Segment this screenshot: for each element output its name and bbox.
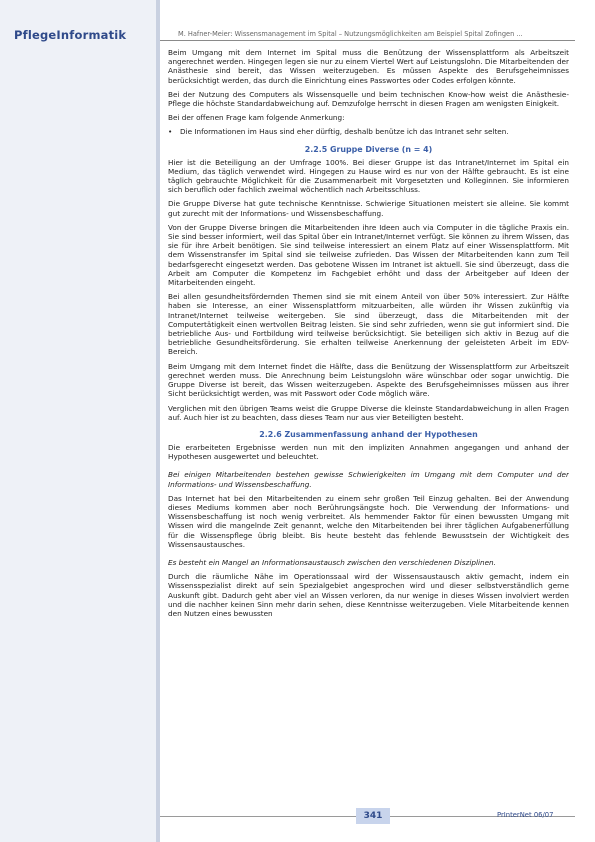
paragraph: Die Gruppe Diverse hat gute technische Kenntnisse. Schwierige Situationen meistert sie alleine. Sie kommt gut zurecht mit der Informations- und Wissensbeschaffung. xyxy=(168,199,569,218)
paragraph: Die erarbeiteten Ergebnisse werden nun mit den impliziten Annahmen angegangen und anhand der Hypothesen ausgewertet und beleuchtet. xyxy=(168,442,569,462)
header-rule xyxy=(160,40,575,41)
paragraph: Bei allen gesundheitsfördernden Themen sind sie mit einem Anteil von über 50% interessiert. Zur Hälfte haben sie Interesse, an einer Wissensplattform mitzuarbeiten, alle würden ihr Wissen zukünftig via Intranet/Internet teilweise weitergeben. Sie sind überzeugt, dass die Mitarbeitenden mit der Computertätigkeit einen wertvollen Beitrag leisten. Sie sind sehr zufrieden, wenn sie gut informiert sind. Die betriebliche Aus- und Fortbildung wird teilweise berücksichtigt. Sie beteiligen sich aktiv in Bezug auf die betriebliche Gesundheitsförderung. Sie erhalten teilweise Anerkennung der geleisteten Arbeit im EDV-Bereich. xyxy=(168,292,569,357)
paragraph: Hier ist die Beteiligung an der Umfrage 100%. Bei dieser Gruppe ist das Intranet/Internet im Spital ein Medium, das täglich verwendet wird. Hingegen zu Hause wird es nur von der Hälfte gebraucht. Es ist eine täglich gebrauchte Möglichkeit für die Zusammenarbeit mit Vorgesetzten und Kolleginnen. Sie informieren sich beruflich oder fachlich zweimal wöchentlich nach Arbeitsschluss. xyxy=(168,157,569,195)
hypothesis-statement: Es besteht ein Mangel an Informationsaustausch zwischen den verschiedenen Disziplinen. xyxy=(168,557,496,567)
journal-brand: PflegeInformatik xyxy=(14,28,127,42)
paragraph: Durch die räumliche Nähe im Operationssaal wird der Wissensaustausch aktiv gemacht, indem ein Wissensspezialist direkt auf sein Spezialgebiet angesprochen wird und dieser selbstverständlich gerne Auskunft gibt. Dadurch geht aber viel an Wissen verloren, da nur wenige in dieses Wissen involviert werden und die nachher keinen Sinn mehr darin sehen, diese Kenntnisse weiterzugeben. Viele Mitarbeitende kennen den Nutzen eines bewussten xyxy=(168,572,569,618)
left-sidebar-band xyxy=(0,0,160,842)
paragraph: Das Internet hat bei den Mitarbeitenden zu einem sehr großen Teil Einzug gehalten. Bei der Anwendung dieses Mediums kommen aber noch Berührungsängste hoch. Die Verwendung der Informations- und Wissensbeschaffung ist noch wenig verbreitet. Als hemmender Faktor für einen bewussten Umgang mit Wissen wird die mangelnde Zeit genannt, welche den Mitarbeitenden bei ihrer täglichen Aufgabenerfüllung für die Wissenspflege übrig bleibt. Bis heute besteht das fehlende Bewusstsein der Wichtigkeit des Wissensaustausches. xyxy=(168,493,569,549)
section-heading: 2.2.6 Zusammenfassung anhand der Hypothesen xyxy=(259,429,478,439)
paragraph: Beim Umgang mit dem Internet im Spital muss die Benützung der Wissensplattform als Arbeitszeit angerechnet werden. Hingegen legen sie nur zu einem Viertel Wert auf Leistungslohn. Die Mitarbeitenden der Anästhesie sind bereit, das Wissen weiterzugeben. Es müssen Aspekte des Berufsgeheimnisses berücksichtigt werden, das durch die Einrichtung eines Passwortes oder Codes erfolgen könnte. xyxy=(168,48,569,85)
running-header: M. Hafner-Meier: Wissensmanagement im Spital – Nutzungsmöglichkeiten am Beispiel Spital Zofingen ... xyxy=(178,30,523,38)
bullet-item xyxy=(168,127,569,136)
journal-issue: PrInterNet 06/07 xyxy=(497,811,554,819)
paragraph: Beim Umgang mit dem Internet findet die Hälfte, dass die Benützung der Wissensplattform zur Arbeitszeit gerechnet werden muss. Die Anrechnung beim Leistungslohn wäre wünschbar oder sogar unwichtig. Die Gruppe Diverse ist bereit, das Wissen weiterzugeben. Aspekte des Berufsgeheimnisses müssen aus ihrer Sicht berücksichtigt werden, was mit Passwort oder Code möglich wäre. xyxy=(168,361,569,399)
paragraph: Verglichen mit den übrigen Teams weist die Gruppe Diverse die kleinste Standardabweichung in allen Fragen auf. Auch hier ist zu beachten, dass dieses Team nur aus vier Beteiligten besteht. xyxy=(168,403,569,422)
bullet-icon: • xyxy=(168,127,173,137)
sidebar-edge xyxy=(156,0,160,842)
hypothesis-statement: Bei einigen Mitarbeitenden bestehen gewisse Schwierigkeiten im Umgang mit dem Computer und der Informations- und Wissensbeschaffung. xyxy=(168,470,569,489)
section-heading: 2.2.5 Gruppe Diverse (n = 4) xyxy=(304,144,433,154)
paragraph: Von der Gruppe Diverse bringen die Mitarbeitenden ihre Ideen auch via Computer in die tägliche Praxis ein. Sie sind besser informiert, weil das Spital über ein Intranet/Internet verfügt. Sie können zu ihrem Wissen, das sie für ihre Arbeit benötigen. Sie sind teilweise interessiert an einem Platz auf einer Wissensplattform. Mit dem Wissenstransfer im Spital sind sie teilweise zufrieden. Das Wissen der Mitarbeitenden kann zum Teil bedarfsgerecht eingesetzt werden. Das gebotene Wissen im Intranet ist aktuell. Sie sind überzeugt, dass die Arbeit am Computer die Kompetenz im Fachgebiet erhöht und dass der Arbeitgeber auf Ideen der Mitarbeitenden eingeht. xyxy=(168,222,569,288)
page-number: 341 xyxy=(363,811,383,821)
paragraph: Bei der offenen Frage kam folgende Anmerkung: xyxy=(168,113,345,123)
paragraph: Bei der Nutzung des Computers als Wissensquelle und beim technischen Know-how weist die Anästhesie-Pflege die höchste Standardabweichung auf. Demzufolge herrscht in diesen Fragen am wenigsten Einigkeit. xyxy=(168,89,569,109)
bullet-text: Die Informationen im Haus sind eher dürftig, deshalb benütze ich das Intranet sehr selten. xyxy=(180,127,509,137)
article-body xyxy=(168,48,569,818)
